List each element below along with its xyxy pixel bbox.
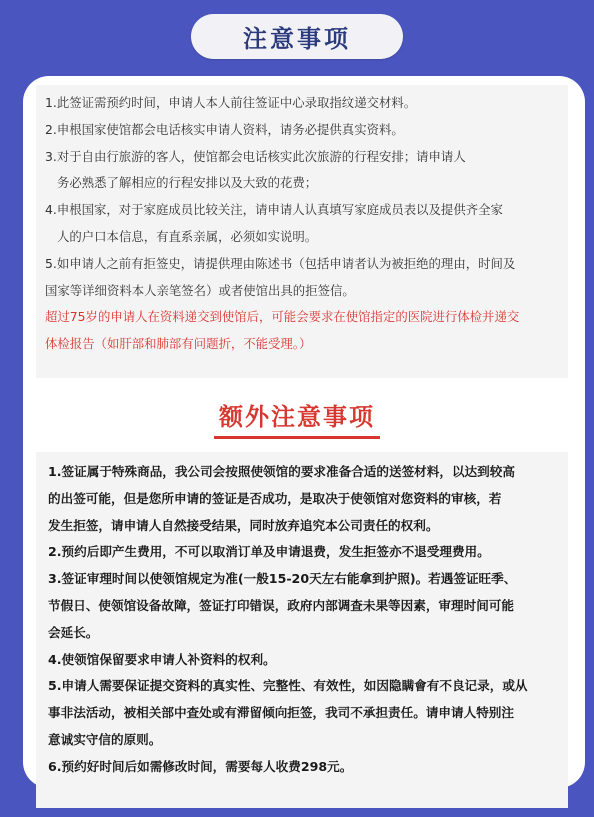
page-title-pill (191, 14, 403, 59)
page-title: 注意事项 (243, 25, 351, 53)
notice-item-4-continued: 人的户口本信息，有直系亲属，必须如实说明。 (57, 228, 318, 244)
notice-item-5-continued: 国家等详细资料本人亲笔签名）或者使馆出具的拒签信。 (45, 282, 355, 298)
notice-item-5: 5.如申请人之前有拒签史，请提供理由陈述书（包括申请者认为被拒绝的理由，时间及 (45, 255, 516, 271)
extra-item-1: 1.签证属于特殊商品，我公司会按照使领馆的要求准备合适的送签材料，以达到较高 (48, 464, 515, 479)
extra-item-1-line-3: 发生拒签，请申请人自然接受结果，同时放弃追究本公司责任的权利。 (48, 517, 439, 533)
extra-item-1-line-2: 的出签可能，但是您所申请的签证是否成功，是取决于使领馆对您资料的审核，若 (48, 490, 502, 506)
notice-item-3: 3.对于自由行旅游的客人，使馆都会电话核实此次旅游的行程安排；请申请人 (45, 148, 466, 164)
notice-item-1: 1.此签证需预约时间，申请人本人前往签证中心录取指纹递交材料。 (45, 95, 417, 110)
extra-title-underline (214, 436, 380, 439)
extra-section-title: 额外注意事项 (219, 403, 375, 431)
notice-item-3-continued: 务必熟悉了解相应的行程安排以及大致的花费； (57, 175, 318, 191)
extra-item-6: 6.预约好时间后如需修改时间，需要每人收费298元。 (48, 758, 353, 774)
extra-item-5-line-3: 意诚实守信的原则。 (48, 731, 162, 747)
extra-item-3-line-2: 节假日、使领馆设备故障，签证打印错误，政府内部调查未果等因素，审理时间可能 (48, 597, 514, 613)
extra-item-5-line-2: 事非法活动，被相关部中查处或有滞留倾向拒签，我司不承担责任。请申请人特别注 (48, 705, 514, 721)
extra-item-3: 3.签证审理时间以使领馆规定为准(一般15-20天左右能拿到护照)。若遇签证旺季、 (48, 571, 517, 587)
extra-item-5: 5.申请人需要保证提交资料的真实性、完整性、有效性，如因隐瞒會有不良记录，或从 (48, 678, 528, 694)
extra-item-2: 2.预约后即产生费用，不可以取消订单及申请退费，发生拒签亦不退受理费用。 (48, 544, 490, 560)
notice-warning-continued: 体检报告（如肝部和肺部有问题折，不能受理。） (45, 336, 312, 352)
extra-item-3-line-3: 会延长。 (48, 624, 99, 640)
notice-warning: 超过75岁的申请人在资料递交到使馆后，可能会要求在使馆指定的医院进行体检并递交 (45, 309, 520, 325)
notice-list (45, 90, 563, 358)
notice-item-4: 4.申根国家，对于家庭成员比较关注，请申请人认真填写家庭成员表以及提供齐全家 (45, 202, 503, 218)
notice-item-2: 2.申根国家使馆都会电话核实申请人资料，请务必提供真实资料。 (45, 121, 404, 137)
extra-item-4: 4.使领馆保留要求申请人补资料的权利。 (48, 651, 276, 667)
extra-list (48, 459, 562, 781)
